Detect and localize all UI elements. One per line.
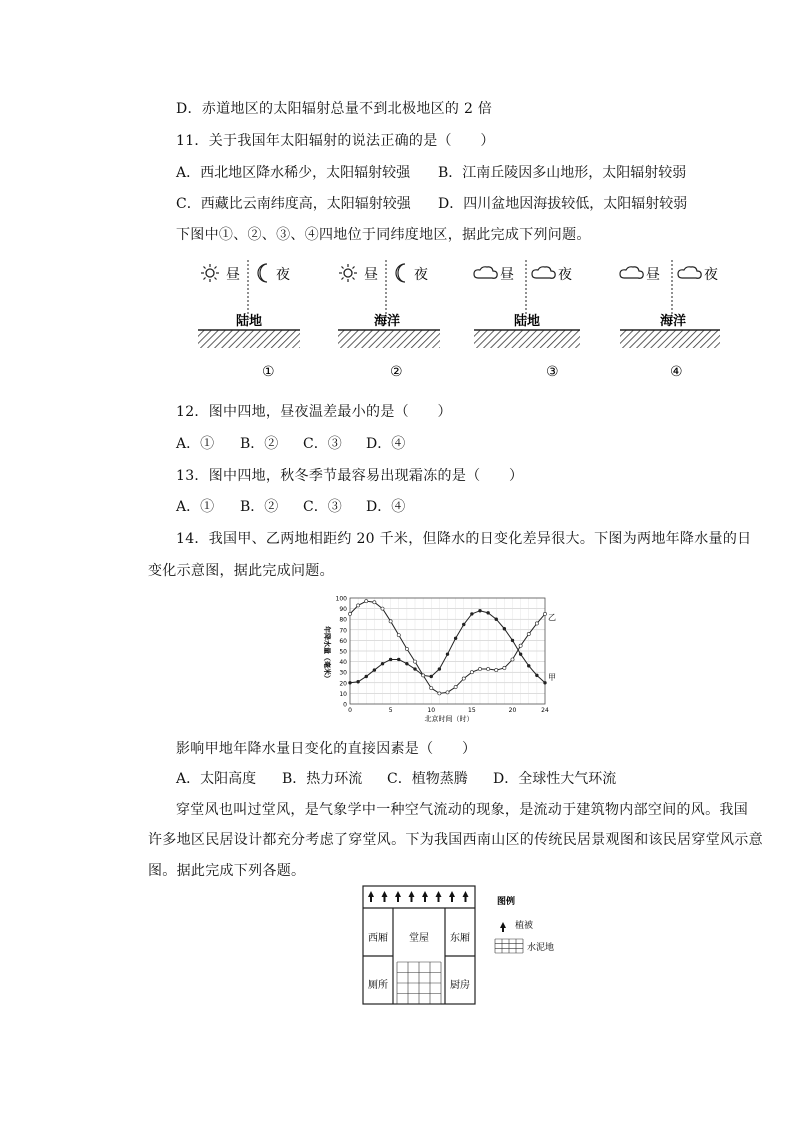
data-point (389, 658, 392, 661)
q11-stem: 11．关于我国年太阳辐射的说法正确的是（ ） (176, 133, 495, 149)
q14-question: 影响甲地年降水量日变化的直接因素是（ ） (176, 741, 477, 757)
data-point (503, 627, 506, 630)
x-tick-label: 0 (348, 707, 352, 714)
sun-icon (201, 264, 219, 282)
cloud-icon (532, 267, 555, 278)
legend-title: 图例 (497, 897, 516, 907)
data-point (365, 600, 368, 603)
x-tick-label: 15 (468, 707, 476, 714)
y-tick-label: 40 (339, 659, 347, 667)
cloud-icon (620, 267, 643, 278)
vegetation-stem (384, 897, 386, 902)
q11-option-a: A．西北地区降水稀少，太阳辐射较强 (176, 165, 411, 181)
night-label: 夜 (276, 267, 290, 283)
data-point (438, 692, 441, 695)
data-point (519, 644, 522, 647)
vegetation-stem (451, 897, 453, 902)
y-tick-label: 90 (339, 606, 347, 614)
legend-vegetation-label: 植被 (515, 921, 534, 931)
q14-option-a: A．太阳高度 (176, 771, 257, 787)
panel-2 (338, 260, 440, 380)
day-label: 昼 (646, 267, 660, 283)
data-point (397, 658, 400, 661)
sun-icon (339, 264, 357, 282)
data-point (454, 685, 457, 688)
room-kitchen: 厨房 (450, 980, 470, 991)
q11-option-c: C．西藏比云南纬度高，太阳辐射较强 (176, 196, 411, 212)
vegetation-stem (465, 897, 467, 902)
room-east: 东厢 (450, 933, 470, 944)
y-axis-label: 年降水量（毫米） (323, 626, 331, 682)
data-point (503, 666, 506, 669)
legend-concrete-icon (495, 939, 523, 953)
data-point (511, 658, 514, 661)
day-night-figure (190, 258, 730, 383)
vegetation-icon (368, 891, 374, 897)
day-label: 昼 (500, 267, 514, 283)
data-point (535, 674, 538, 677)
data-point (462, 623, 465, 626)
data-point (357, 680, 360, 683)
y-tick-label: 50 (339, 648, 347, 656)
vegetation-stem (370, 897, 372, 902)
data-point (405, 647, 408, 650)
day-label: 昼 (226, 267, 240, 283)
cloud-icon (474, 267, 497, 278)
vegetation-icon (395, 891, 401, 897)
vegetation-stem (424, 897, 426, 902)
night-label: 夜 (704, 267, 718, 283)
x-tick-label: 10 (427, 707, 436, 714)
data-point (430, 687, 433, 690)
data-point (495, 618, 498, 621)
y-tick-label: 10 (339, 690, 347, 698)
series-label: 乙 (548, 612, 556, 622)
q12-option-d: D．④ (366, 436, 406, 452)
q14-stem-line1: 14．我国甲、乙两地相距约 20 千米，但降水的日变化差异很大。下图为两地年降水量的日 (176, 531, 752, 547)
data-point (413, 660, 416, 663)
data-point (527, 632, 530, 635)
surface-label: 海洋 (660, 314, 687, 329)
x-axis-label: 北京时间（时） (424, 715, 474, 723)
q10-option-d: D．赤道地区的太阳辐射总量不到北极地区的 2 倍 (176, 101, 493, 117)
panel-1 (198, 260, 300, 380)
data-point (405, 662, 408, 665)
series-label: 甲 (548, 672, 556, 682)
data-point (479, 609, 482, 612)
moon-icon (258, 264, 267, 282)
vegetation-icon (409, 891, 415, 897)
data-point (470, 671, 473, 674)
night-label: 夜 (558, 267, 572, 283)
vegetation-row (368, 891, 469, 902)
surface-label: 海洋 (374, 314, 401, 329)
vegetation-stem (411, 897, 413, 902)
night-label: 夜 (414, 267, 428, 283)
y-tick-label: 70 (339, 627, 347, 635)
y-tick-label: 0 (343, 701, 347, 709)
q14-stem-line2: 变化示意图，据此完成问题。 (148, 563, 334, 579)
data-point (462, 677, 465, 680)
q14-option-c: C．植物蒸腾 (387, 771, 468, 787)
y-tick-label: 80 (339, 616, 347, 624)
vegetation-icon (422, 891, 428, 897)
q14-option-b: B．热力环流 (282, 771, 363, 787)
intro-figure1: 下图中①、②、③、④四地位于同纬度地区，据此完成下列问题。 (176, 227, 591, 243)
vegetation-icon (382, 891, 388, 897)
data-point (373, 669, 376, 672)
q12-stem: 12．图中四地，昼夜温差最小的是（ ） (176, 404, 452, 420)
data-point (438, 668, 441, 671)
data-point (389, 620, 392, 623)
data-point (381, 662, 384, 665)
data-point (365, 675, 368, 678)
data-point (478, 667, 481, 670)
data-point (527, 664, 530, 667)
q12-option-a: A．① (176, 436, 215, 452)
house-plan-figure (355, 884, 575, 1012)
data-point (446, 691, 449, 694)
vegetation-stem (397, 897, 399, 902)
panel-number: ④ (670, 364, 683, 380)
passage-line1: 穿堂风也叫过堂风，是气象学中一种空气流动的现象，是流动于建筑物内部空间的风。我国 (176, 802, 748, 818)
data-point (543, 612, 546, 615)
cloud-icon (678, 267, 701, 278)
y-tick-label: 100 (335, 595, 347, 603)
q13-option-c: C．③ (303, 499, 342, 515)
data-point (446, 653, 449, 656)
surface-label: 陆地 (514, 314, 541, 329)
vegetation-icon (449, 891, 455, 897)
passage-line2: 许多地区民居设计都充分考虑了穿堂风。下为我国西南山区的传统民居景观图和该民居穿堂风示意 (148, 832, 763, 848)
y-tick-label: 60 (339, 637, 347, 645)
data-point (454, 637, 457, 640)
x-tick-label: 20 (508, 707, 517, 714)
data-point (519, 653, 522, 656)
panel-4 (620, 260, 720, 380)
legend-vegetation-icon (500, 922, 506, 932)
surface-label: 陆地 (236, 314, 263, 329)
data-point (487, 611, 490, 614)
q13-stem: 13．图中四地，秋冬季节最容易出现霜冻的是（ ） (176, 468, 524, 484)
data-point (348, 612, 351, 615)
data-point (397, 634, 400, 637)
room-west: 西厢 (368, 933, 388, 944)
data-point (470, 613, 473, 616)
data-point (373, 601, 376, 604)
day-label: 昼 (364, 267, 378, 283)
panel-number: ③ (546, 364, 559, 380)
data-point (414, 668, 417, 671)
data-point (381, 607, 384, 610)
passage-line3: 图。据此完成下列各题。 (148, 863, 306, 879)
q13-option-b: B．② (240, 499, 279, 515)
precipitation-chart (320, 592, 560, 724)
data-point (495, 668, 498, 671)
data-point (357, 604, 360, 607)
q12-option-c: C．③ (303, 436, 342, 452)
data-point (487, 667, 490, 670)
y-tick-label: 30 (339, 669, 347, 677)
data-point (349, 681, 352, 684)
q12-option-b: B．② (240, 436, 279, 452)
concrete-yard (397, 962, 441, 1004)
x-tick-label: 24 (541, 707, 549, 714)
q13-option-d: D．④ (366, 499, 406, 515)
moon-icon (396, 264, 405, 282)
q14-option-d: D．全球性大气环流 (493, 771, 617, 787)
q11-option-d: D．四川盆地因海拔较低，太阳辐射较弱 (438, 196, 688, 212)
q11-option-b: B．江南丘陵因多山地形，太阳辐射较弱 (438, 165, 687, 181)
x-tick-label: 5 (388, 707, 393, 714)
legend-concrete-label: 水泥地 (527, 943, 555, 953)
data-point (535, 622, 538, 625)
y-tick-label: 20 (339, 680, 347, 688)
room-hall: 堂屋 (409, 933, 429, 944)
panel-number: ② (390, 364, 403, 380)
panel-number: ① (262, 364, 275, 380)
room-toilet: 厕所 (368, 980, 388, 991)
vegetation-icon (463, 891, 469, 897)
data-point (430, 675, 433, 678)
q13-option-a: A．① (176, 499, 215, 515)
vegetation-icon (436, 891, 442, 897)
data-point (544, 681, 547, 684)
panel-3 (474, 260, 580, 380)
data-point (422, 674, 425, 677)
vegetation-stem (438, 897, 440, 902)
data-point (511, 639, 514, 642)
